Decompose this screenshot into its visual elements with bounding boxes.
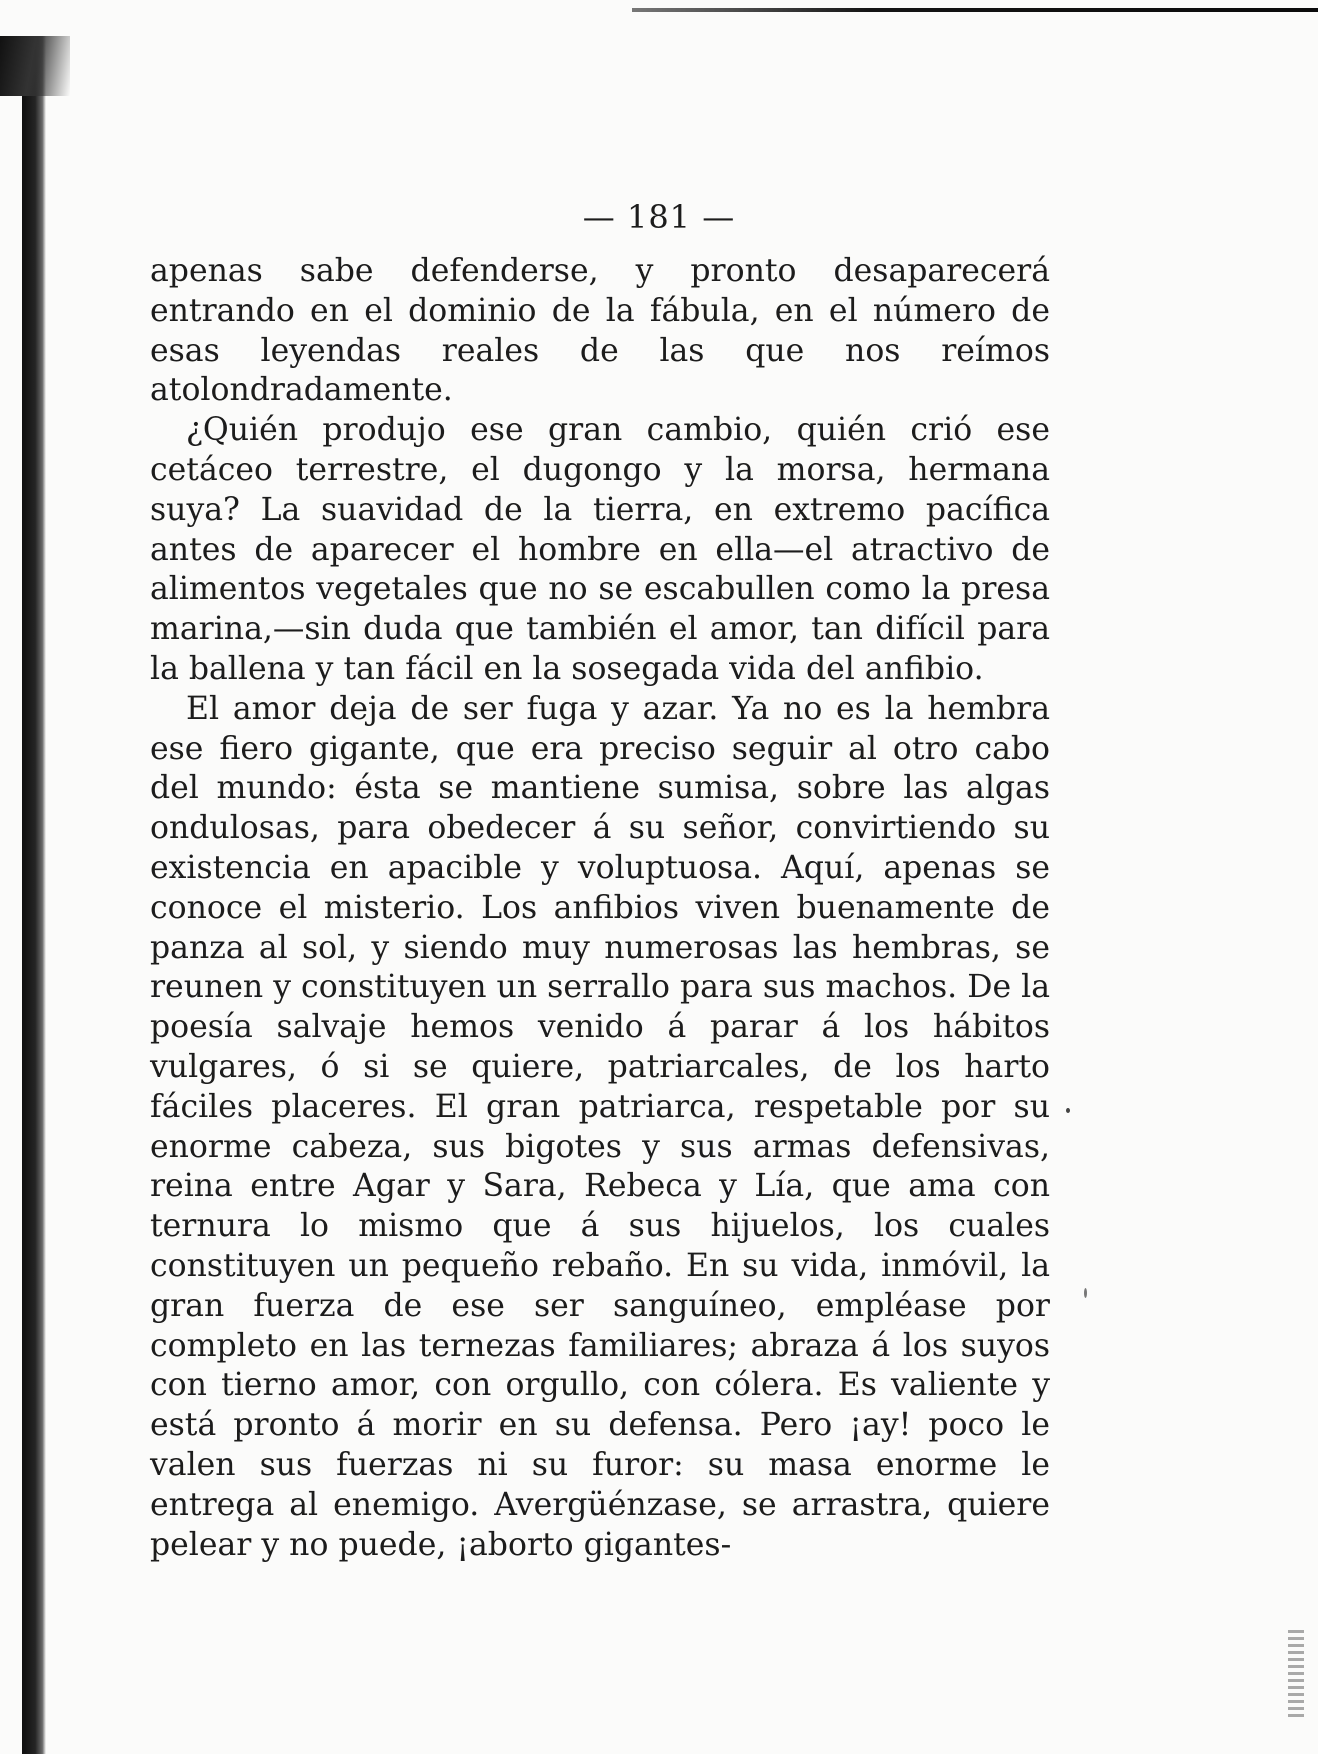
paragraph-2: ¿Quién produjo ese gran cambio, quién crió ese cetáceo terrestre, el dugongo y la morsa, hermana suya? La suavidad de la tierra, en extremo pacífica antes de aparecer el hombre en ella—el atractivo de alimentos vegetales que no se escabullen como la presa marina,—sin duda que también el amor, tan difícil para la ballena y tan fácil en la sosegada vida del anfibio.	[150, 412, 1050, 687]
body-text	[150, 252, 1050, 1565]
page-edge-mark	[1288, 1630, 1304, 1720]
paragraph-1: apenas sabe defenderse, y pronto desaparecerá entrando en el dominio de la fábula, en el número de esas leyendas reales de las que nos reímos atolondradamente.	[150, 253, 1050, 409]
paper-speck	[1066, 1108, 1070, 1113]
paragraph-3: El amor deja de ser fuga y azar. Ya no es la hembra ese fiero gigante, que era preciso seguir al otro cabo del mundo: ésta se mantiene sumisa, sobre las algas ondulosas, para obedecer á su señor, convirtiendo su existencia en apacible y voluptuosa. Aquí, apenas se conoce el misterio. Los anfibios viven buenamente de panza al sol, y siendo muy numerosas las hembras, se reunen y constituyen un serrallo para sus machos. De la poesía salvaje hemos venido á parar á los hábitos vulgares, ó si se quiere, patriarcales, de los harto fáciles placeres. El gran patriarca, respetable por su enorme cabeza, sus bigotes y sus armas defensivas, reina entre Agar y Sara, Rebeca y Lía, que ama con ternura lo mismo que á sus hijuelos, los cuales constituyen un pequeño rebaño. En su vida, inmóvil, la gran fuerza de ese ser sanguíneo, empléase por completo en las ternezas familiares; abraza á los suyos con tierno amor, con orgullo, con cólera. Es valiente y está pronto á morir en su defensa. Pero ¡ay! poco le valen sus fuerzas ni su furor: su masa enorme le entrega al enemigo. Avergüénzase, se arrastra, quiere pelear y no puede, ¡aborto gigantes-	[150, 690, 1050, 1563]
paper-speck	[1084, 1288, 1087, 1298]
top-edge-rule	[632, 8, 1318, 12]
page-number: — 181 —	[582, 198, 736, 236]
book-binding-edge	[22, 36, 46, 1754]
